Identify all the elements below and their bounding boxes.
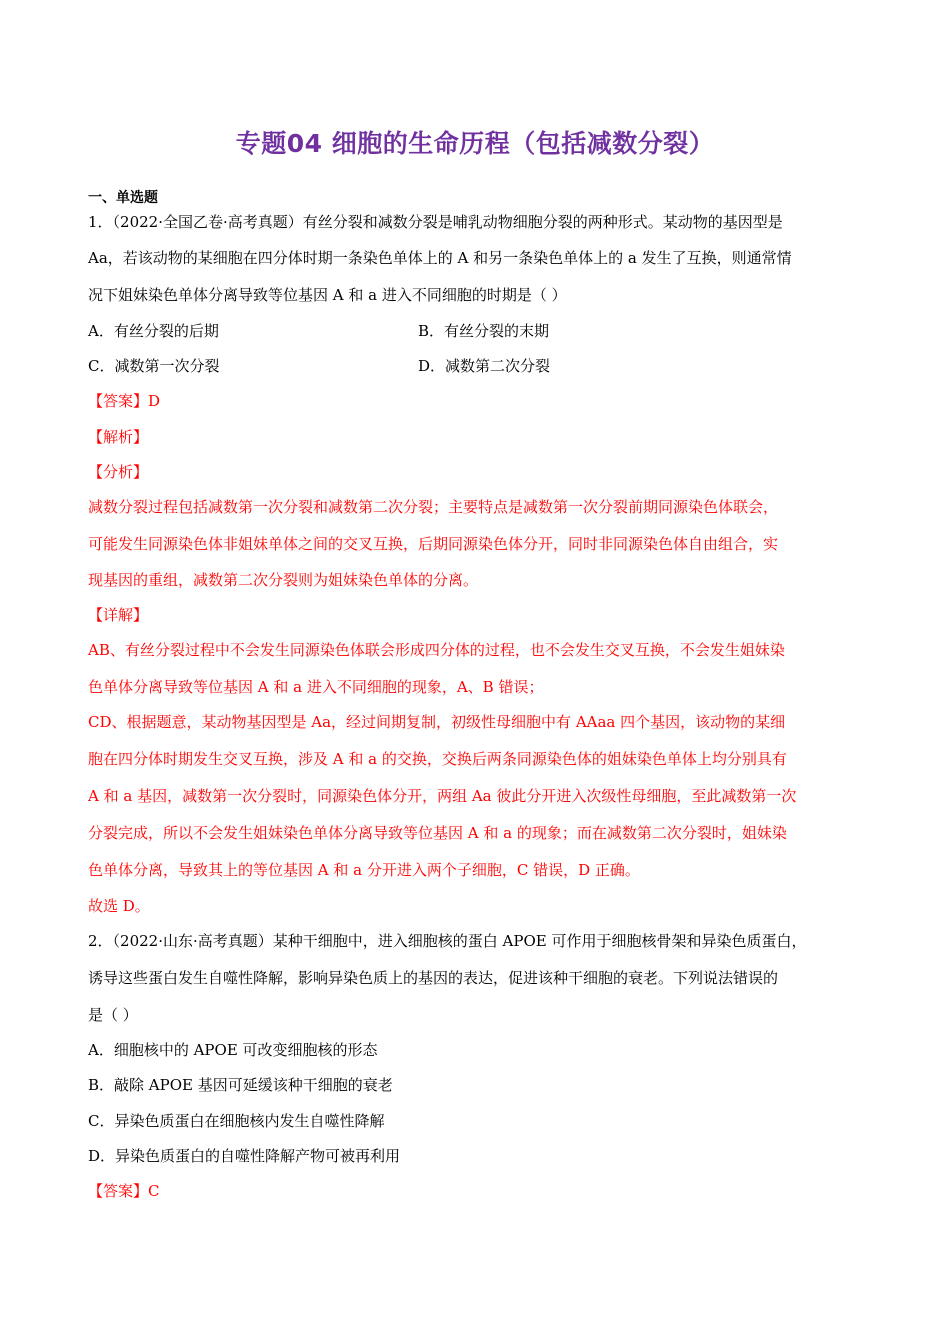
q1-detail-line-6: 分裂完成，所以不会发生姐妹染色单体分离导致等位基因 A 和 a 的现象；而在减数第二次分裂时，姐妹染 [88,824,787,842]
q1-xiangjie-label: 【详解】 [88,606,149,624]
q1-option-b: B．有丝分裂的末期 [418,322,550,340]
q1-fenxi-line-1: 减数分裂过程包括减数第一次分裂和减数第二次分裂；主要特点是减数第一次分裂前期同源染色体联会， [88,498,779,516]
q2-option-c: C．异染色质蛋白在细胞核内发生自噬性降解 [88,1112,385,1130]
q1-option-a: A．有丝分裂的后期 [88,322,219,340]
q1-option-d: D．减数第二次分裂 [418,357,551,375]
q1-fenxi-line-3: 现基因的重组，减数第二次分裂则为姐妹染色单体的分离。 [88,571,479,589]
q1-stem-line-3: 况下姐妹染色单体分离导致等位基因 A 和 a 进入不同细胞的时期是（ ） [88,286,567,304]
q1-detail-line-1: AB、有丝分裂过程中不会发生同源染色体联会形成四分体的过程，也不会发生交叉互换，不会发生姐妹染 [88,641,785,659]
q2-stem-line-1: 2．（2022·山东·高考真题）某种干细胞中，进入细胞核的蛋白 APOE 可作用于细胞核骨架和异染色质蛋白， [88,932,807,950]
q1-detail-line-2: 色单体分离导致等位基因 A 和 a 进入不同细胞的现象，A、B 错误； [88,678,544,696]
q1-fenxi-line-2: 可能发生同源染色体非姐妹单体之间的交叉互换，后期同源染色体分开，同时非同源染色体自由组合，实 [88,535,779,553]
q1-detail-line-4: 胞在四分体时期发生交叉互换，涉及 A 和 a 的交换，交换后两条同源染色体的姐妹染色单体上均分别具有 [88,750,787,768]
q1-stem-line-2: Aa，若该动物的某细胞在四分体时期一条染色单体上的 A 和另一条染色单体上的 a 发生了互换，则通常情 [88,249,792,267]
q1-detail-line-7: 色单体分离，导致其上的等位基因 A 和 a 分开进入两个子细胞，C 错误，D 正确。 [88,861,640,879]
q1-detail-line-5: A 和 a 基因，减数第一次分裂时，同源染色体分开，两组 Aa 彼此分开进入次级性母细胞，至此减数第一次 [88,787,797,805]
q1-option-c: C．减数第一次分裂 [88,357,220,375]
q2-stem-line-2: 诱导这些蛋白发生自噬性降解，影响异染色质上的基因的表达，促进该种干细胞的衰老。下列说法错误的 [88,969,779,987]
q2-answer: 【答案】C [88,1182,160,1200]
q2-option-d: D．异染色质蛋白的自噬性降解产物可被再利用 [88,1147,401,1165]
page-title: 专题04 细胞的生命历程（包括减数分裂） [235,129,715,158]
q2-option-a: A．细胞核中的 APOE 可改变细胞核的形态 [88,1041,378,1059]
q1-stem-line-1: 1．（2022·全国乙卷·高考真题）有丝分裂和减数分裂是哺乳动物细胞分裂的两种形式。某动物的基因型是 [88,213,783,231]
section-heading: 一、单选题 [88,190,158,206]
q1-answer: 【答案】D [88,392,161,410]
q1-jiexi-label: 【解析】 [88,428,149,446]
q1-detail-line-8: 故选 D。 [88,897,150,915]
q1-detail-line-3: CD、根据题意，某动物基因型是 Aa，经过间期复制，初级性母细胞中有 AAaa 四个基因，该动物的某细 [88,713,786,731]
q2-option-b: B．敲除 APOE 基因可延缓该种干细胞的衰老 [88,1076,393,1094]
q1-fenxi-label: 【分析】 [88,463,149,481]
q2-stem-line-3: 是（ ） [88,1006,138,1024]
